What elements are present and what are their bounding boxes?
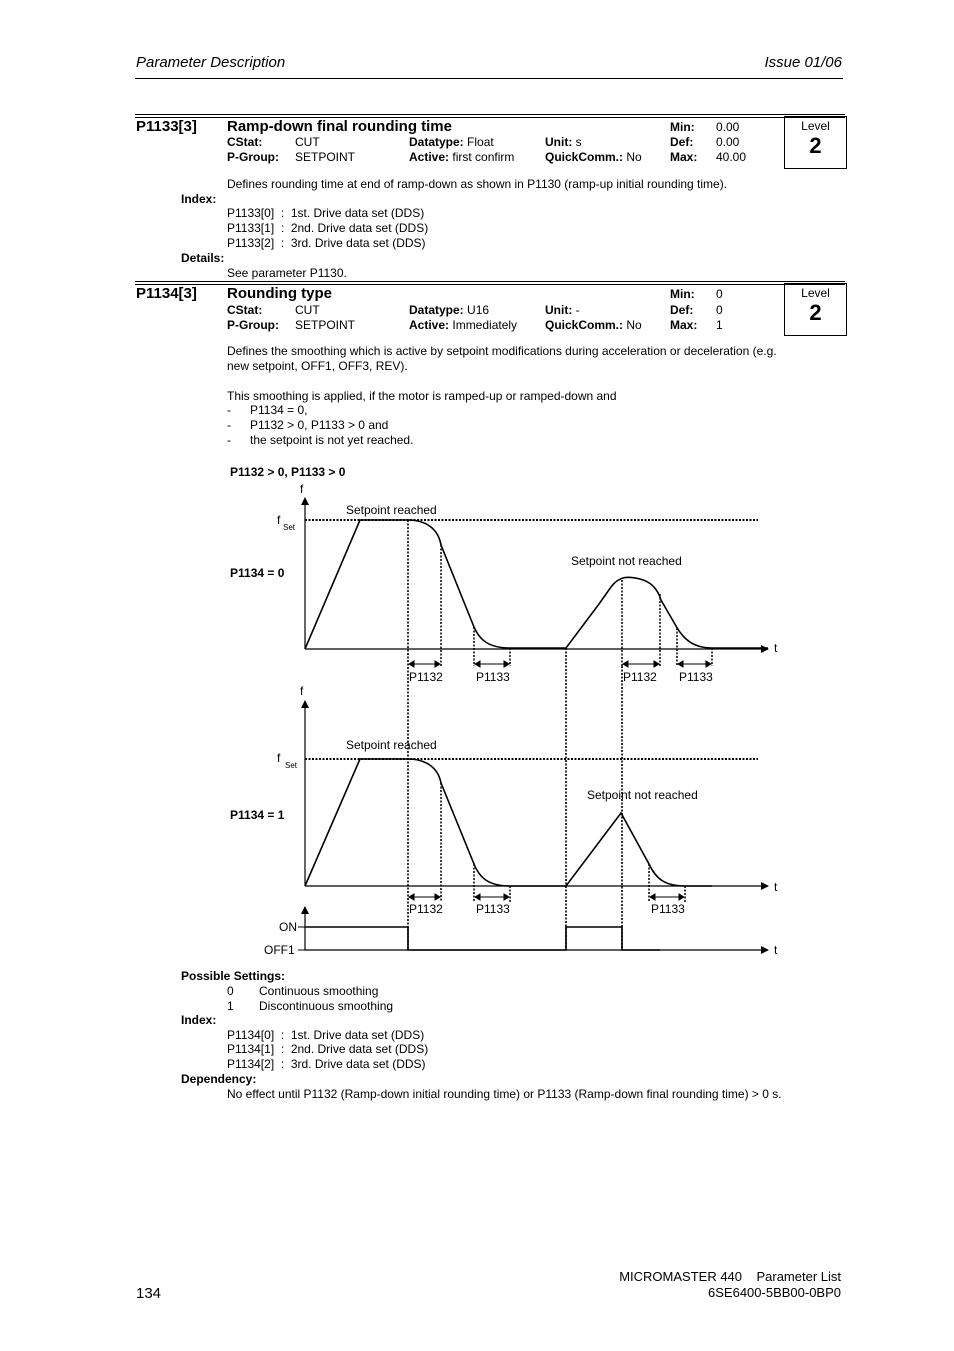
p1133-pgroup: SETPOINT	[295, 150, 356, 164]
p1134-min: 0	[716, 287, 723, 301]
signal-waveform	[305, 927, 660, 950]
p1133-def: 0.00	[716, 135, 740, 149]
signal-on-label: ON	[279, 920, 297, 934]
p1133-active-label: Active:	[409, 150, 450, 164]
p1134-index-2: P1134[2] : 3rd. Drive data set (DDS)	[227, 1057, 426, 1071]
plot0-duration-arrows	[409, 661, 711, 667]
p1133-datatype: Float	[467, 135, 494, 149]
p1133-details: See parameter P1130.	[227, 266, 347, 280]
p1134-active: Immediately	[452, 318, 518, 332]
p1134-level: 2	[809, 300, 822, 325]
plot-mode0	[277, 482, 778, 684]
p1134-datatype-label: Datatype:	[409, 303, 464, 317]
plot-mode1	[277, 684, 778, 916]
p1134-title: Rounding type	[227, 285, 332, 302]
p1133-quickcomm: No	[626, 150, 642, 164]
p1134-cstat-label: CStat:	[227, 303, 263, 317]
p1134-bullet-1: P1132 > 0, P1133 > 0 and	[250, 418, 389, 432]
p1134-datatype: U16	[467, 303, 490, 317]
p1133-level-label: Level	[801, 119, 830, 133]
p1134-quickcomm: No	[626, 318, 642, 332]
p1133-max-label: Max:	[670, 150, 698, 164]
p1133-def-label: Def:	[670, 135, 694, 149]
p1134-setting-1-text: Discontinuous smoothing	[259, 999, 394, 1013]
p1134-quickcomm-label: QuickComm.:	[545, 318, 624, 332]
p1133-index-1: P1133[1] : 2nd. Drive data set (DDS)	[227, 221, 429, 235]
plot1-f-label: f	[300, 684, 304, 698]
footer-page-number: 134	[136, 1285, 162, 1302]
plot0-f-label: f	[300, 482, 304, 496]
p1133-details-label: Details:	[181, 251, 225, 265]
plot1-t-label: t	[774, 880, 778, 894]
p1133-index-0: P1133[0] : 1st. Drive data set (DDS)	[227, 206, 425, 220]
header-title: Parameter Description	[136, 54, 286, 71]
p1134-level-label: Level	[801, 286, 830, 300]
p1134-dependency-label: Dependency:	[181, 1072, 257, 1086]
p1134-def: 0	[716, 303, 723, 317]
diagram-mode1-label: P1134 = 1	[230, 808, 285, 822]
p1133-datatype-label: Datatype:	[409, 135, 464, 149]
plot0-curve	[305, 520, 768, 649]
p1134-max-label: Max:	[670, 318, 698, 332]
p1134-bullet-0: P1134 = 0,	[250, 403, 308, 417]
p1133-id: P1133[3]	[136, 118, 197, 135]
plot0-setpoint-reached: Setpoint reached	[346, 503, 437, 517]
p1134-desc-line1: Defines the smoothing which is active by setpoint modifications during acceleration or deceleration (e.g.	[227, 344, 777, 358]
p1133-description: Defines rounding time at end of ramp-down as shown in P1130 (ramp-up initial rounding time).	[227, 177, 728, 191]
plot1-setpoint-reached: Setpoint reached	[346, 738, 437, 752]
p1133-index-2: P1133[2] : 3rd. Drive data set (DDS)	[227, 236, 426, 250]
plot0-fset-label: f	[277, 513, 281, 527]
plot1-duration-arrows	[409, 894, 684, 900]
p1133-cstat-label: CStat:	[227, 135, 263, 149]
p1134-id: P1134[3]	[136, 285, 197, 302]
plot0-p1133-b: P1133	[679, 670, 713, 684]
p1133-quickcomm-label: QuickComm.:	[545, 150, 624, 164]
p1133-pgroup-label: P-Group:	[227, 150, 279, 164]
p1134-pgroup: SETPOINT	[295, 318, 356, 332]
p1133-min: 0.00	[716, 120, 740, 134]
on-off-signal	[264, 907, 778, 957]
header-issue: Issue 01/06	[764, 54, 842, 71]
p1134-possible-label: Possible Settings:	[181, 969, 286, 983]
plot0-fset-sub: Set	[283, 523, 296, 532]
p1134-desc-line2: new setpoint, OFF1, OFF3, REV).	[227, 359, 408, 373]
p1134-index-0: P1134[0] : 1st. Drive data set (DDS)	[227, 1028, 425, 1042]
diagram-mode0-label: P1134 = 0	[230, 566, 285, 580]
p1133-min-label: Min:	[670, 120, 695, 134]
p1134-bullet-2: the setpoint is not yet reached.	[250, 433, 414, 447]
p1133-title: Ramp-down final rounding time	[227, 118, 452, 135]
p1134-min-label: Min:	[670, 287, 695, 301]
p1133-unit-label: Unit:	[545, 135, 573, 149]
p1134-index-label: Index:	[181, 1013, 217, 1027]
plot0-p1133-a: P1133	[476, 670, 510, 684]
plot1-setpoint-not-reached: Setpoint not reached	[587, 788, 698, 802]
p1134-setting-1-value: 1	[227, 999, 234, 1013]
p1133-level: 2	[809, 133, 822, 158]
p1134-setting-0-text: Continuous smoothing	[259, 984, 379, 998]
p1133-max: 40.00	[716, 150, 747, 164]
p1134-max: 1	[716, 318, 723, 332]
plot1-curve	[305, 759, 712, 886]
p1134-pgroup-label: P-Group:	[227, 318, 279, 332]
plot1-p1133-b: P1133	[651, 902, 685, 916]
footer-product: MICROMASTER 440 Parameter List	[619, 1269, 841, 1284]
plot0-setpoint-not-reached: Setpoint not reached	[571, 554, 682, 568]
p1134-unit-label: Unit:	[545, 303, 573, 317]
p1134-def-label: Def:	[670, 303, 694, 317]
p1134-bullet-mark-1: -	[227, 418, 231, 432]
footer-order-number: 6SE6400-5BB00-0BP0	[708, 1285, 841, 1300]
p1133-index-label: Index:	[181, 192, 217, 206]
p1134-index-1: P1134[1] : 2nd. Drive data set (DDS)	[227, 1042, 429, 1056]
plot1-p1132-a: P1132	[409, 902, 443, 916]
p1133-cstat: CUT	[295, 135, 320, 149]
plot1-fset-label: f	[277, 751, 281, 765]
signal-t-label: t	[774, 943, 778, 957]
diagram-condition: P1132 > 0, P1133 > 0	[230, 465, 346, 479]
signal-off1-label: OFF1	[264, 943, 295, 957]
p1134-bullet-mark-0: -	[227, 403, 231, 417]
p1134-bullet-mark-2: -	[227, 433, 231, 447]
p1133-active: first confirm	[452, 150, 515, 164]
plot0-t-label: t	[774, 641, 778, 655]
p1134-desc-line3: This smoothing is applied, if the motor is ramped-up or ramped-down and	[227, 389, 617, 403]
p1134-unit: -	[575, 303, 580, 317]
p1133-unit: s	[575, 135, 582, 149]
plot0-p1132-b: P1132	[623, 670, 657, 684]
p1134-cstat: CUT	[295, 303, 320, 317]
p1134-active-label: Active:	[409, 318, 450, 332]
p1134-setting-0-value: 0	[227, 984, 234, 998]
p1134-dependency: No effect until P1132 (Ramp-down initial rounding time) or P1133 (Ramp-down final rounding time) > 0 s.	[227, 1087, 782, 1101]
plot0-p1132-a: P1132	[409, 670, 443, 684]
plot1-fset-sub: Set	[285, 761, 298, 770]
plot1-p1133-a: P1133	[476, 902, 510, 916]
